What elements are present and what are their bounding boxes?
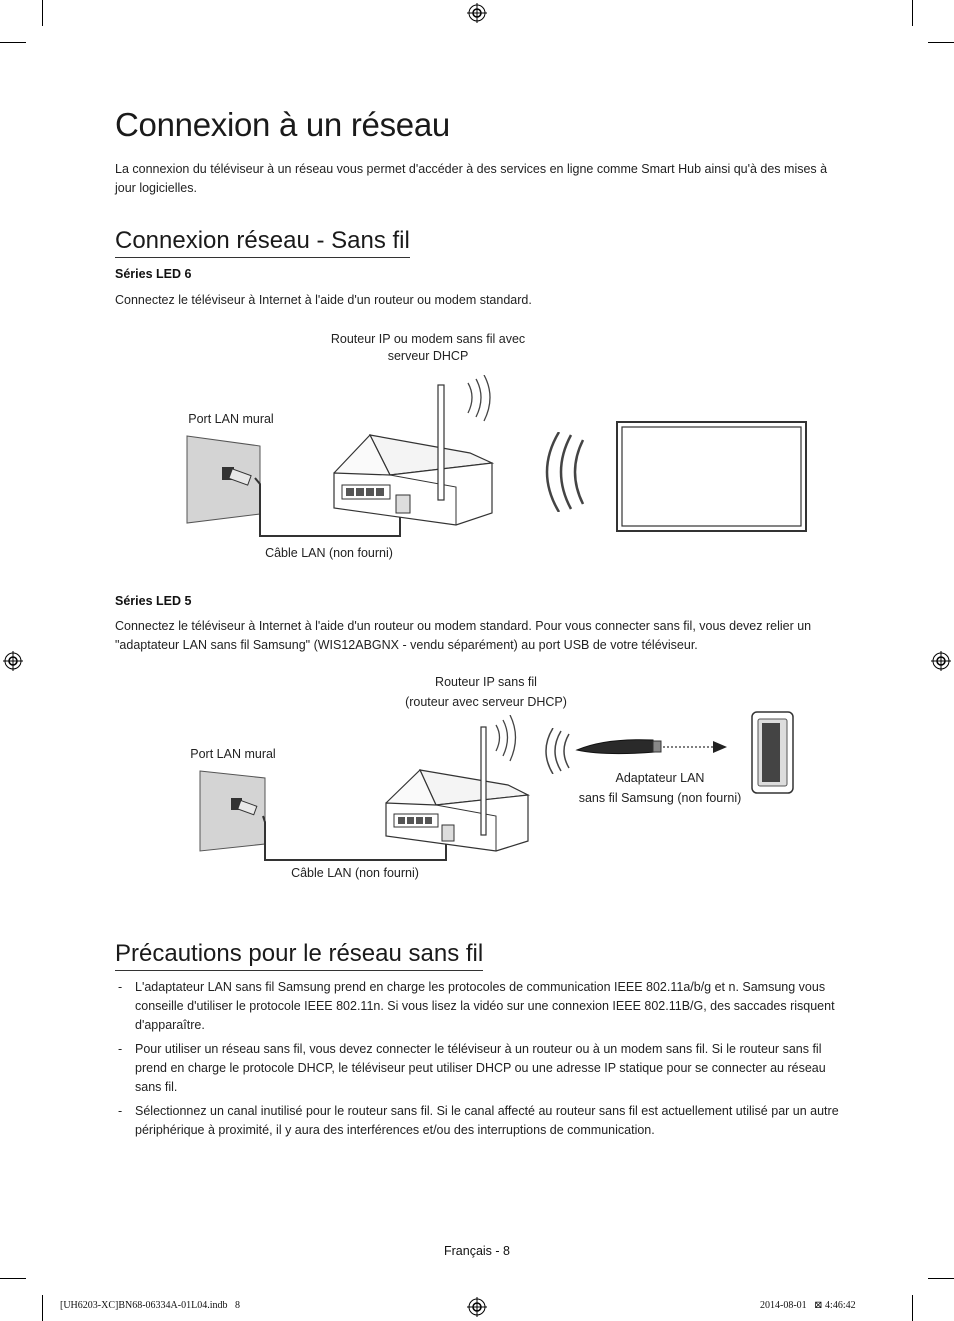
crop-mark xyxy=(928,1278,954,1279)
page-title: Connexion à un réseau xyxy=(115,106,450,143)
wall-port-label: Port LAN mural xyxy=(188,412,274,426)
tv-icon xyxy=(616,421,808,533)
cable-label: Câble LAN (non fourni) xyxy=(291,866,419,880)
led6-paragraph: Connectez le téléviseur à Internet à l'aide d'un routeur ou modem standard. xyxy=(115,293,532,307)
print-slug-file: [UH6203-XC]BN68-06334A-01L04.indb 8 xyxy=(60,1300,240,1311)
wifi-signal-icon xyxy=(545,728,573,774)
crop-mark xyxy=(912,0,913,26)
wifi-signal-icon xyxy=(545,432,590,512)
crop-mark xyxy=(0,1278,26,1279)
wall-port-illustration xyxy=(199,770,269,854)
crop-mark xyxy=(0,42,26,43)
router-icon xyxy=(330,375,500,530)
subheading-led6: Séries LED 6 xyxy=(115,267,192,281)
registration-mark-icon xyxy=(467,1297,487,1317)
registration-mark-icon xyxy=(467,3,487,23)
precautions-list xyxy=(115,978,840,1145)
list-item: - Pour utiliser un réseau sans fil, vous devez connecter le téléviseur à un routeur ou à un modem sans fil. Si le routeur sans fil prend en charge le protocole DHCP, le téléviseur peut utiliser DHCP ou une adresse IP statique pour se connecter au réseau sans fil. xyxy=(115,1040,840,1097)
router-icon xyxy=(384,715,534,855)
usb-port-icon xyxy=(750,710,796,796)
wall-port-label: Port LAN mural xyxy=(190,747,276,761)
list-item: - Sélectionnez un canal inutilisé pour le routeur sans fil. Si le canal affecté au routeur sans fil est actuellement utilisé par un autre périphérique à proximité, il y aura des interférences et/ou des interruptions de communication. xyxy=(115,1102,840,1140)
crop-mark xyxy=(928,42,954,43)
page-number: Français - 8 xyxy=(444,1244,510,1258)
led5-paragraph: Connectez le téléviseur à Internet à l'aide d'un routeur ou modem standard. Pour vous connecter sans fil, vous devez relier un "adaptateur LAN sans fil Samsung" (WIS12ABGNX - vendu séparément) au port USB de votre téléviseur. xyxy=(115,619,812,652)
registration-mark-icon xyxy=(931,651,951,671)
subheading-led5: Séries LED 5 xyxy=(115,594,192,608)
crop-mark xyxy=(42,1295,43,1321)
router-label: Routeur IP ou modem sans fil avec serveur DHCP xyxy=(330,332,526,363)
cable-label: Câble LAN (non fourni) xyxy=(265,546,393,560)
print-slug-date: 2014-08-01 ⊠ 4:46:42 xyxy=(760,1300,856,1311)
crop-mark xyxy=(912,1295,913,1321)
intro-paragraph: La connexion du téléviseur à un réseau vous permet d'accéder à des services en ligne comme Smart Hub ainsi qu'à des mises à jour logicielles. xyxy=(115,162,828,195)
wireless-adapter-icon xyxy=(575,736,735,760)
section-heading-wireless: Connexion réseau - Sans fil xyxy=(115,227,410,258)
router-label: Routeur IP sans fil (routeur avec serveur DHCP) xyxy=(405,675,567,709)
section-heading-precautions: Précautions pour le réseau sans fil xyxy=(115,940,483,971)
list-item: - L'adaptateur LAN sans fil Samsung prend en charge les protocoles de communication IEEE 802.11a/b/g et n. Samsung vous conseille d'utiliser le protocole IEEE 802.11n. Si vous lisez la vidéo sur une connexion IEEE 802.11B/G, des saccades risquent d'apparaître. xyxy=(115,978,840,1035)
adapter-label: Adaptateur LAN sans fil Samsung (non fourni) xyxy=(578,771,742,805)
crop-mark xyxy=(42,0,43,26)
registration-mark-icon xyxy=(3,651,23,671)
